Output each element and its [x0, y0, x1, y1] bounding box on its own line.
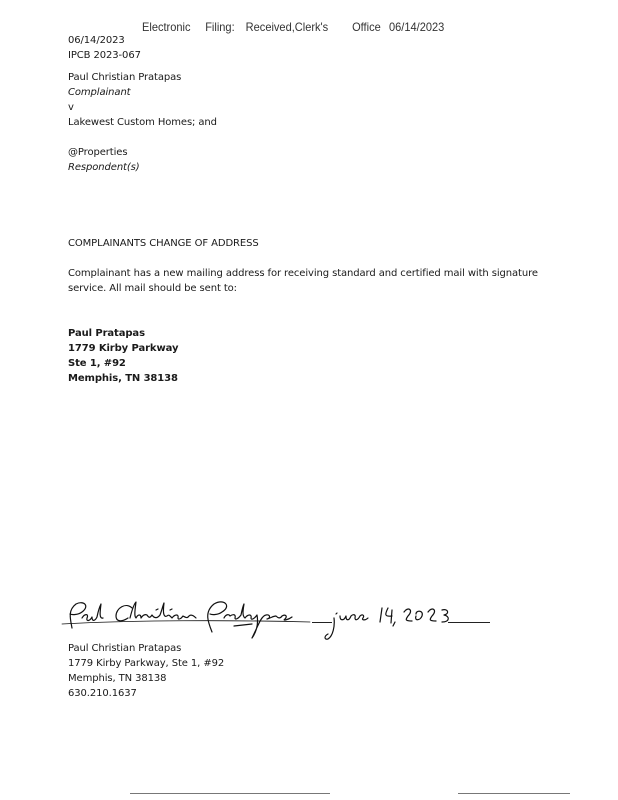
stamp-date: 06/14/2023 — [389, 20, 445, 34]
footer-rule-right — [458, 793, 570, 794]
document-title: COMPLAINANTS CHANGE OF ADDRESS — [68, 238, 259, 249]
body-paragraph-line-1: Complainant has a new mailing address for receiving standard and certified mail with signature — [68, 268, 538, 279]
versus: v — [68, 102, 74, 113]
address-suite: Ste 1, #92 — [68, 358, 126, 369]
stamp-received-clerks: Received,Clerk's — [245, 20, 329, 34]
address-city-state-zip: Memphis, TN 38138 — [68, 373, 178, 384]
body-paragraph-line-2: service. All mail should be sent to: — [68, 283, 237, 294]
signer-name: Paul Christian Pratapas — [68, 643, 182, 654]
respondent-role: Respondent(s) — [68, 162, 140, 173]
filing-date: 06/14/2023 — [68, 35, 125, 46]
signer-address: 1779 Kirby Parkway, Ste 1, #92 — [68, 658, 225, 669]
stamp-office: Office — [352, 20, 381, 34]
address-street: 1779 Kirby Parkway — [68, 343, 179, 354]
footer-rule-left — [130, 793, 330, 794]
stamp-electronic: Electronic — [142, 20, 191, 34]
signer-phone: 630.210.1637 — [68, 688, 137, 699]
complainant-role: Complainant — [68, 87, 131, 98]
signature-rule-right — [448, 622, 490, 623]
signer-city-state-zip: Memphis, TN 38138 — [68, 673, 167, 684]
complainant-name: Paul Christian Pratapas — [68, 72, 182, 83]
case-number: IPCB 2023-067 — [68, 50, 141, 61]
signature-rule-left — [312, 622, 332, 623]
respondent-two: @Properties — [68, 147, 128, 158]
handwritten-signature — [52, 596, 502, 646]
address-name: Paul Pratapas — [68, 328, 145, 339]
filing-stamp — [142, 20, 444, 34]
stamp-filing: Filing: — [205, 20, 235, 34]
respondent-one: Lakewest Custom Homes; and — [68, 117, 217, 128]
